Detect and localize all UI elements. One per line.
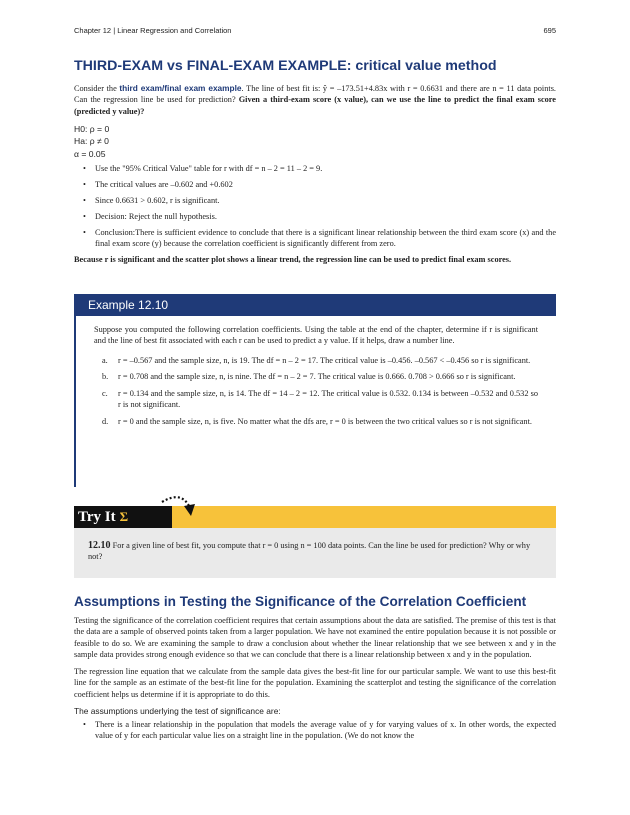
list-item: • There is a linear relationship in the population that models the average value of y for varying values of x. In other words, the expected value of y for each particular value lies on a straight line in the population. (We do not know the: [74, 719, 556, 742]
list-item: • The critical values are –0.602 and +0.602: [74, 179, 556, 190]
list-item: d. r = 0 and the sample size, n, is five. No matter what the dfs are, r = 0 is between the two critical values so r is not significant.: [102, 417, 532, 427]
running-header-chapter: Chapter 12 | Linear Regression and Correlation: [74, 26, 232, 35]
try-it-badge: Try It Σ: [74, 506, 172, 528]
list-item: a. r = –0.567 and the sample size, n, is 19. The df = n – 2 = 17. The critical value is –0.456. –0.567 < –0.456 so r is significant.: [102, 355, 531, 365]
assumptions-list: [74, 719, 556, 742]
list-item: • Conclusion:There is sufficient evidence to conclude that there is a significant linear relationship between the third exam score (x) and the final exam score (y) because the correlation coefficient is significantly different from zero.: [74, 227, 556, 250]
body-paragraph: Testing the significance of the correlation coefficient requires that certain assumptions about the data are satisfied. The premise of this test is that the data are a sample of observed points taken from a larger population. We have not examined the entire population because it is not possible or feasible to do so. We are examining the sample to draw a conclusion about whether the linear relationship that we see between x and y in the sample data provides strong enough evidence so that we can conclude that there is a linear relationship between x and y in the population.: [74, 616, 556, 659]
try-it-banner: [74, 506, 556, 528]
alt-hypothesis: Ha: ρ ≠ 0: [74, 136, 109, 147]
example-list: [94, 355, 538, 428]
body-paragraph: The regression line equation that we calculate from the sample data gives the best-fit line for our particular sample. We want to use this best-fit line for the sample as an estimate of the best-fit line for the population. Examining the scatterplot and testing the significance of the correlation coefficient helps us determine if it is appropriate to do this.: [74, 667, 556, 699]
assumptions-heading: The assumptions underlying the test of significance are:: [74, 706, 281, 717]
section-critical-value: [74, 58, 556, 265]
example-box: [74, 294, 556, 487]
alpha-level: α = 0.05: [74, 148, 106, 159]
page-number: 695: [543, 26, 556, 35]
try-it-panel: [74, 528, 556, 578]
steps-list: [74, 163, 556, 249]
dotted-arrow-icon: [160, 494, 200, 520]
intro-paragraph: Consider the third exam/final exam example. The line of best fit is: ŷ = –173.51+4.83x with r = 0.6631 and there are n = 11 data points. Can the regression line be used for prediction? Given a third-exam score (x value), can we use the line to predict the final exam score (predicted y value)?: [74, 83, 556, 116]
example-title: Example 12.10: [74, 294, 556, 316]
summary-paragraph: Because r is significant and the scatter plot shows a linear trend, the regression line can be used to predict final exam scores.: [74, 254, 512, 264]
null-hypothesis: H0: ρ = 0: [74, 123, 110, 134]
section-assumptions: [74, 594, 556, 746]
list-item: c. r = 0.134 and the sample size, n, is 14. The df = 14 – 2 = 12. The critical value is 0.532. 0.134 is between –0.532 and 0.532 so r is not significant.: [102, 389, 538, 410]
sigma-icon: Σ: [119, 509, 129, 524]
example-link[interactable]: third exam/final exam example: [119, 83, 242, 93]
section-title: THIRD-EXAM vs FINAL-EXAM EXAMPLE: critical value method: [74, 58, 497, 74]
example-intro: Suppose you computed the following correlation coefficients. Using the table at the end of the chapter, determine if r is significant and the line of best fit associated with each r can be used to predict a y value. If it helps, draw a number line.: [94, 325, 538, 346]
list-item: b. r = 0.708 and the sample size, n, is nine. The df = n – 2 = 7. The critical value is 0.666. 0.708 > 0.666 so r is significant.: [102, 372, 516, 382]
section-title: Assumptions in Testing the Significance of the Correlation Coefficient: [74, 594, 527, 609]
list-item: • Since 0.6631 > 0.602, r is significant.: [74, 195, 556, 206]
try-it-question: 12.10 For a given line of best fit, you compute that r = 0 using n = 100 data points. Can the line be used for prediction? Why or why not?: [88, 540, 531, 562]
list-item: • Use the "95% Critical Value" table for r with df = n – 2 = 11 – 2 = 9.: [74, 163, 556, 174]
example-body: [74, 316, 556, 487]
list-item: • Decision: Reject the null hypothesis.: [74, 211, 556, 222]
